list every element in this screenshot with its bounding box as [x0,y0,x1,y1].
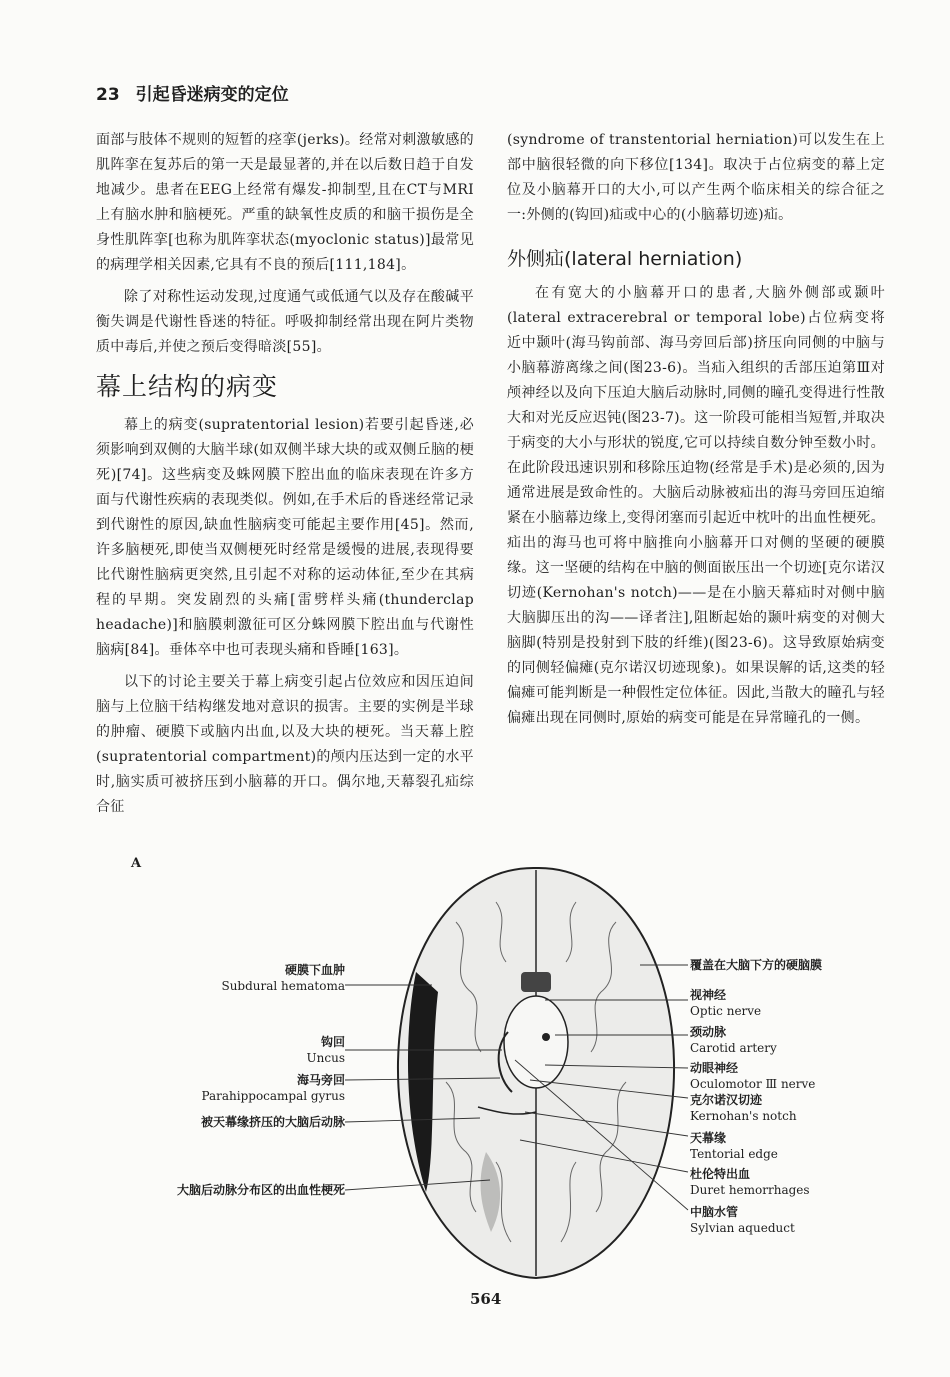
label-duret-hemorrhages: 杜伦特出血 Duret hemorrhages [690,1167,810,1197]
section-title: 幕上结构的病变 [96,372,279,401]
label-subdural-hematoma: 硬膜下血肿 Subdural hematoma [221,963,345,993]
paragraph: 幕上的病变(supratentorial lesion)若要引起昏迷,必须影响到双侧的大脑半球(如双侧半球大块的或双侧丘脑的梗死)[74]。这些病变及蛛网膜下腔出血的临床表现在许多方面与代谢性疾病的表现类似。例如,在手术后的昏迷经常记录到代谢性的原因,缺血性脑病变可能起主要作用[45]。然而,许多脑梗死,即使当双侧梗死时经常是缓慢的进展,表现得要比代谢性脑病更突然,且引起不对称的运动体征,至少在其病程的早期。突发剧烈的头痛[雷劈样头痛(thunderclap headache)]和脑膜刺激征可区分蛛网膜下腔出血与代谢性脑病[84]。垂体卒中也可表现头痛和昏睡[163]。 [96,417,474,658]
paragraph: 面部与肢体不规则的短暂的痉挛(jerks)。经常对刺激敏感的肌阵挛在复苏后的第一天是最显著的,并在以后数日趋于自发地减少。患者在EEG上经常有爆发-抑制型,且在CT与MRI上有脑水肿和脑梗死。严重的缺氧性皮质的和脑干损伤是全身性肌阵挛[也称为肌阵挛状态(myoclonic status)]最常见的病理学相关因素,它具有不良的预后[111,184]。 [96,132,474,273]
label-uncus: 钩回 Uncus [306,1035,345,1065]
paragraph: 在有宽大的小脑幕开口的患者,大脑外侧部或颞叶(lateral extracerebral or temporal lobe)占位病变将近中颞叶(海马钩前部、海马旁回后部)挤压向同侧的中脑与小脑幕游离缘之间(图23-6)。当疝入组织的舌部压迫第Ⅲ对颅神经以及向下压迫大脑后动脉时,同侧的瞳孔变得进行性散大和对光反应迟钝(图23-7)。这一阶段可能相当短暂,并取决于病变的大小与形状的锐度,它可以持续自数分钟至数小时。在此阶段迅速识别和移除压迫物(经常是手术)是必须的,因为通常进展是致命性的。大脑后动脉被疝出的海马旁回压迫缩紧在小脑幕边缘上,变得闭塞而引起近中枕叶的出血性梗死。疝出的海马也可将中脑推向小脑幕开口对侧的坚硬的硬膜缘。这一坚硬的结构在中脑的侧面嵌压出一个切迹[克尔诺汉切迹(Kernohan's notch)——是在小脑天幕疝时对侧中脑大脑脚压出的沟——译者注],阻断起始的颞叶病变的对侧大脑脚(特别是投射到下肢的纤维)(图23-6)。这导致原始病变的同侧轻偏瘫(克尔诺汉切迹现象)。如果误解的话,这类的轻偏瘫可能判断是一种假性定位体征。因此,当散大的瞳孔与轻偏瘫出现在同侧时,原始的病变可能是在异常瞳孔的一侧。 [507,285,885,726]
label-posterior-cerebral-artery: 被天幕缘挤压的大脑后动脉 [200,1115,345,1129]
label-optic-nerve: 视神经 Optic nerve [690,988,762,1018]
chapter-number: 23 [96,85,120,105]
label-oculomotor-nerve: 动眼神经 Oculomotor Ⅲ nerve [690,1061,816,1091]
paragraph: (syndrome of transtentorial herniation)可以发生在上部中脑很轻微的向下移位[134]。取决于占位病变的幕上定位及小脑幕开口的大小,可以产生两个临床相关的综合征之一:外侧的(钩回)疝或中心的(小脑幕切迹)疝。 [507,132,885,223]
label-parahippocampal-gyrus: 海马旁回 Parahippocampal gyrus [201,1073,345,1103]
label-tentorial-edge: 天幕缘 Tentorial edge [690,1131,778,1161]
paragraph: 以下的讨论主要关于幕上病变引起占位效应和因压迫间脑与上位脑干结构继发地对意识的损害。主要的实例是半球的肿瘤、硬膜下或脑内出血,以及大块的梗死。当天幕上腔(supratentorial compartment)的颅内压达到一定的水平时,脑实质可被挤压到小脑幕的开口。偶尔地,天幕裂孔疝综合征 [96,674,474,815]
figure-panel-label: A [131,856,142,871]
page-number: 564 [470,1290,502,1308]
label-sylvian-aqueduct: 中脑水管 Sylvian aqueduct [690,1205,795,1235]
chapter-title: 引起昏迷病变的定位 [135,85,289,105]
label-hemorrhagic-infarct: 大脑后动脉分布区的出血性梗死 [176,1183,345,1197]
subsection-title: 外侧疝(lateral herniation) [507,248,743,270]
label-carotid-artery: 颈动脉 Carotid artery [690,1025,777,1055]
paragraph: 除了对称性运动发现,过度通气或低通气以及存在酸碱平衡失调是代谢性昏迷的特征。呼吸抑制经常出现在阿片类物质中毒后,并使之预后变得暗淡[55]。 [96,289,474,355]
label-kernohans-notch: 克尔诺汉切迹 Kernohan's notch [690,1093,797,1123]
label-dura: 覆盖在大脑下方的硬脑膜 [690,958,823,972]
